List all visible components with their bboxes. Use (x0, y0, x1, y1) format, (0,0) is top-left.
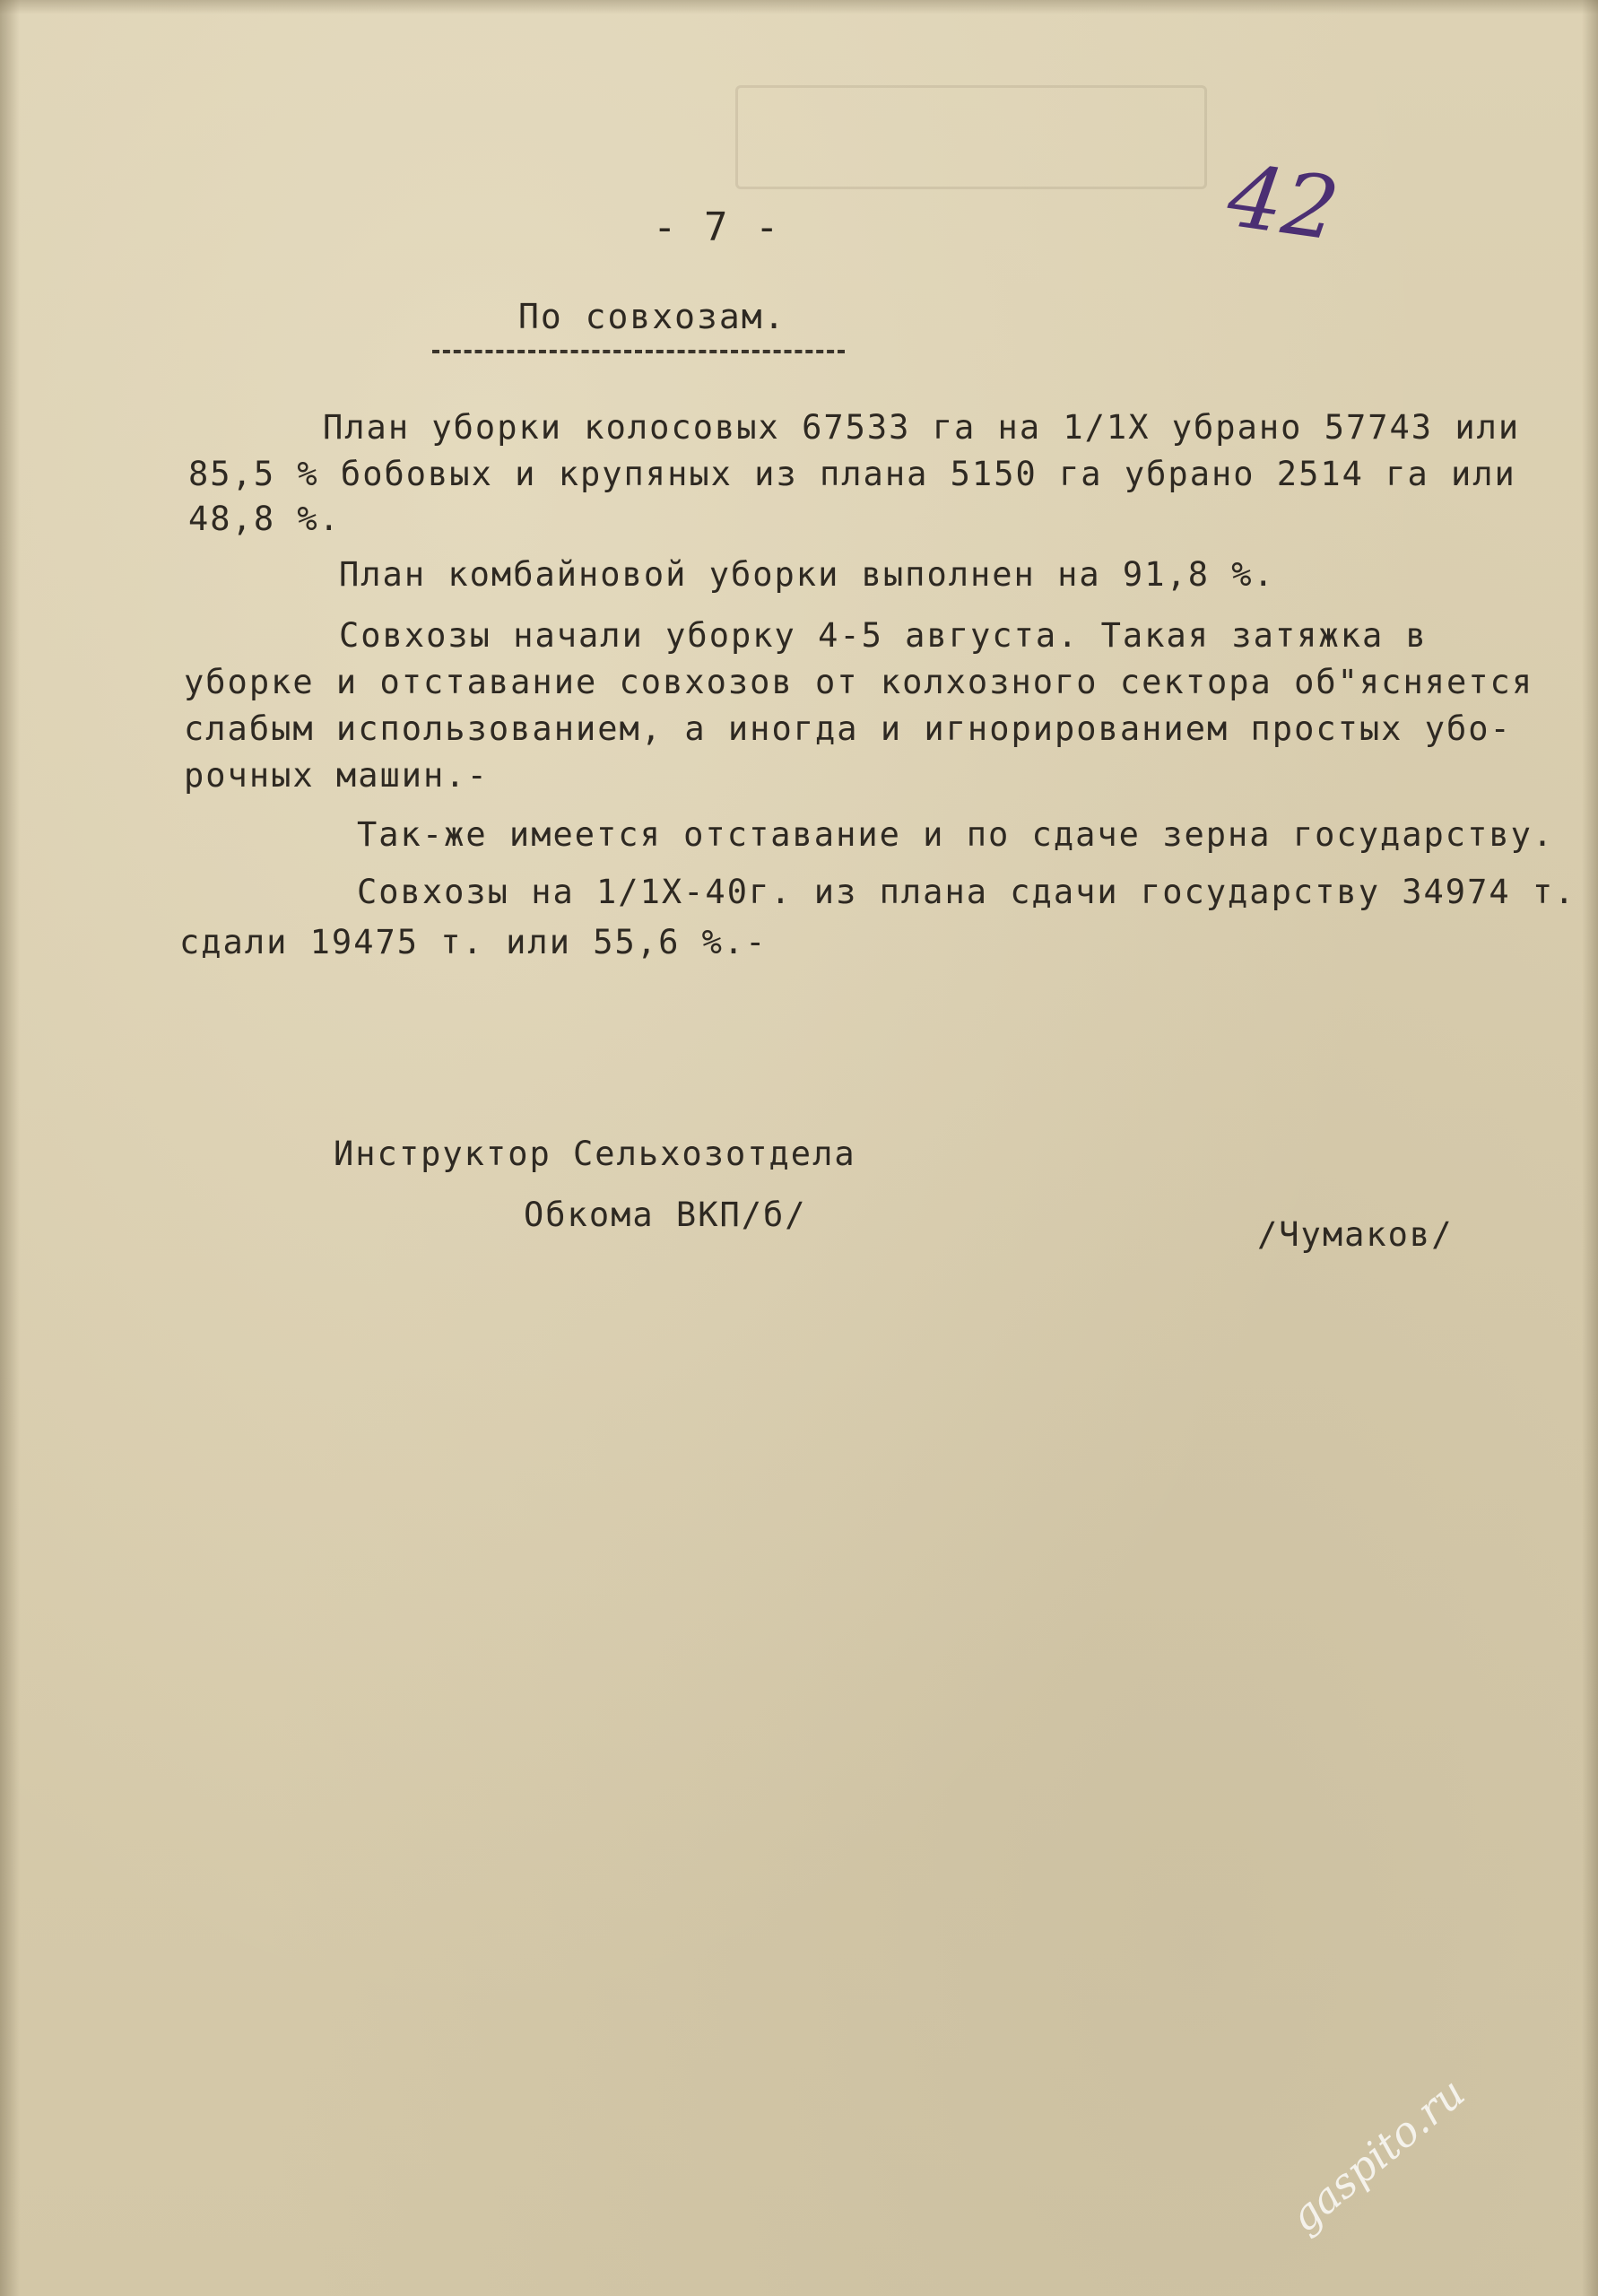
signature-name: /Чумаков/ (1257, 1215, 1454, 1254)
section-title: По совхозам. (518, 297, 786, 336)
section-title-underline (432, 350, 845, 353)
handwritten-folio-number: 42 (1221, 145, 1345, 260)
page-edge-right (1582, 0, 1598, 2296)
body-line-9: Так-же имеется отставание и по сдаче зерна государству. (357, 815, 1555, 854)
signature-title-line2: Обкома ВКП/б/ (524, 1196, 807, 1234)
bleed-through-stamp (735, 85, 1207, 189)
body-line-4: План комбайновой уборки выполнен на 91,8 %. (339, 555, 1275, 594)
signature-title-line1: Инструктор Сельхозотдела (334, 1135, 856, 1173)
page-edge-top (0, 0, 1598, 14)
body-line-7: слабым использованием, а иногда и игнорированием простых убо- (184, 709, 1512, 748)
site-watermark: gaspito.ru (1280, 2067, 1474, 2242)
body-line-3: 48,8 %. (188, 500, 341, 538)
body-line-5: Совхозы начали уборку 4-5 августа. Такая затяжка в (339, 616, 1428, 655)
body-line-11: сдали 19475 т. или 55,6 %.- (179, 923, 768, 961)
body-line-2: 85,5 % бобовых и крупяных из плана 5150 га убрано 2514 га или (188, 455, 1516, 493)
body-line-10: Совхозы на 1/1Х-40г. из плана сдачи государству 34974 т. (357, 873, 1576, 911)
page-edge-left (0, 0, 20, 2296)
page-number: - 7 - (653, 204, 781, 250)
body-line-6: уборке и отставание совхозов от колхозного сектора об"ясняется (184, 663, 1534, 701)
body-line-8: рочных машин.- (184, 756, 489, 795)
body-line-1: План уборки колосовых 67533 га на 1/1Х убрано 57743 или (323, 408, 1521, 447)
